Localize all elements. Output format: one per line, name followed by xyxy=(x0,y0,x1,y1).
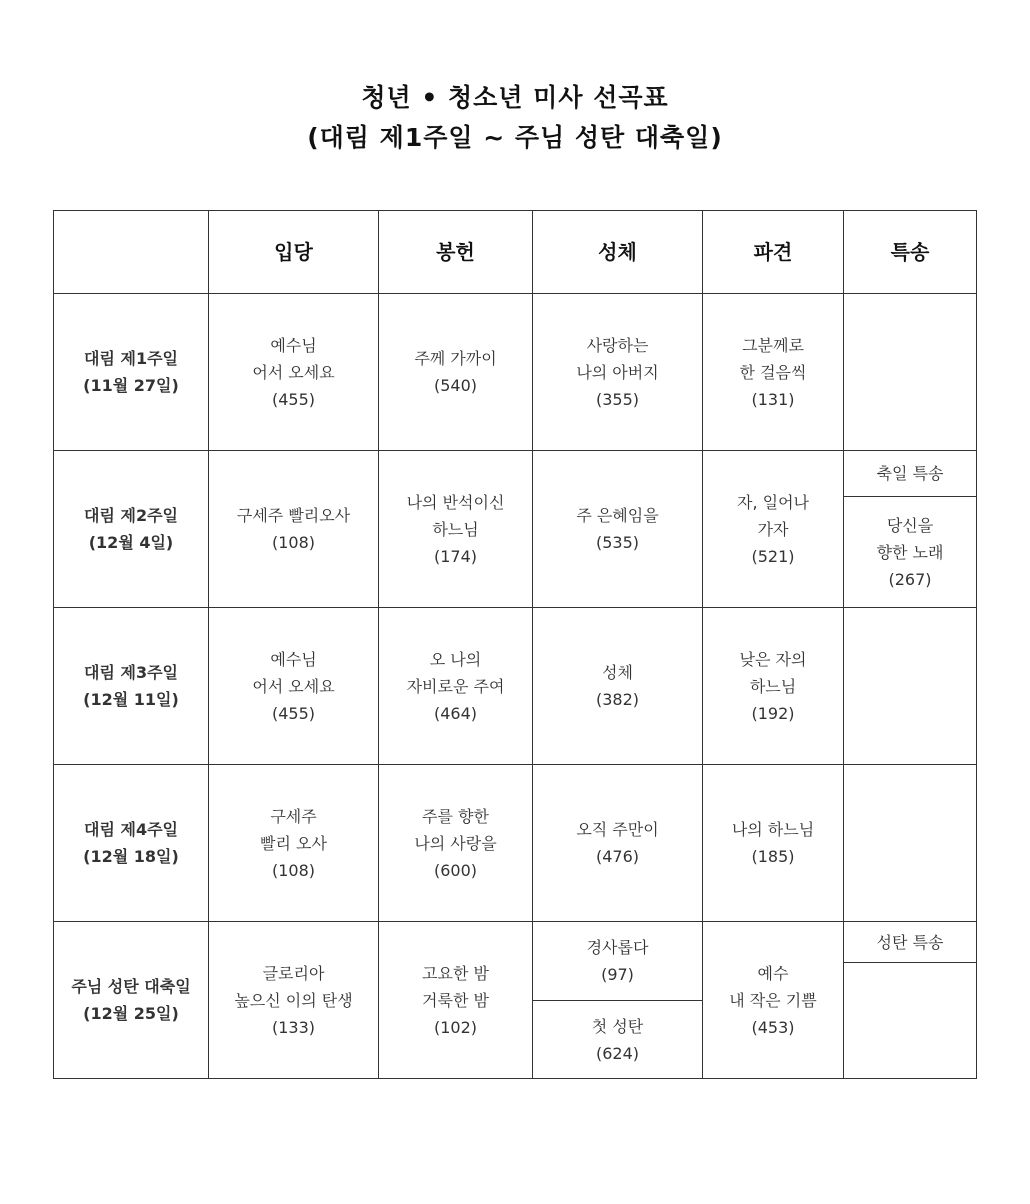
song-number: (464) xyxy=(433,703,478,723)
week-cell xyxy=(54,294,209,451)
song-number: (600) xyxy=(433,860,478,880)
song-title: 첫 성탄 xyxy=(591,1016,644,1036)
song-title: 당신을 xyxy=(886,515,934,535)
communion-stack xyxy=(533,922,702,1078)
song-title: 구세주 빨리오사 xyxy=(236,506,351,525)
offertory-cell xyxy=(379,608,533,765)
song-title: 예수님 xyxy=(270,335,317,355)
communion-song-a xyxy=(533,922,702,1001)
week-name: 주님 성탄 대축일 xyxy=(71,977,191,996)
special-stack xyxy=(844,451,976,607)
special-label: 성탄 특송 xyxy=(876,932,944,952)
special-cell xyxy=(844,451,977,608)
song-title: 성체 xyxy=(602,663,633,682)
header-dismissal: 파견 xyxy=(703,211,844,294)
song-number: (453) xyxy=(751,1017,795,1037)
song-title: 하느님 xyxy=(432,519,479,539)
song-title: 예수님 xyxy=(270,649,317,669)
song-title: 자, 일어나 xyxy=(737,492,809,512)
week-date: (12월 18일) xyxy=(83,847,179,866)
table-row xyxy=(54,294,977,451)
song-title: 나의 반석이신 xyxy=(406,492,505,512)
song-number: (192) xyxy=(751,703,795,723)
song-number: (535) xyxy=(595,533,640,552)
header-offertory: 봉헌 xyxy=(379,211,533,294)
song-number: (108) xyxy=(271,860,316,880)
offertory-cell xyxy=(379,294,533,451)
song-number: (355) xyxy=(595,389,640,409)
song-title: 자비로운 주여 xyxy=(406,676,505,696)
special-cell xyxy=(844,765,977,922)
week-name: 대림 제4주일 xyxy=(84,820,178,839)
header-entrance: 입당 xyxy=(209,211,379,294)
song-number: (521) xyxy=(751,546,795,566)
table-row xyxy=(54,922,977,1079)
communion-cell xyxy=(533,922,703,1079)
week-name: 대림 제3주일 xyxy=(84,663,178,682)
song-title: 낮은 자의 xyxy=(739,649,807,669)
song-number: (455) xyxy=(271,703,316,723)
song-title: 예수 xyxy=(757,963,789,983)
song-title: 높으신 이의 탄생 xyxy=(234,990,353,1010)
week-cell xyxy=(54,451,209,608)
communion-cell xyxy=(533,294,703,451)
song-title: 어서 오세요 xyxy=(252,676,335,696)
page-subtitle: (대림 제1주일 ~ 주님 성탄 대축일) xyxy=(307,123,723,152)
week-date: (11월 27일) xyxy=(83,376,179,395)
header-corner xyxy=(54,211,209,294)
dismissal-cell xyxy=(703,765,844,922)
song-number: (455) xyxy=(271,389,316,409)
song-title: 거룩한 밤 xyxy=(422,990,489,1010)
communion-song-b xyxy=(533,1001,702,1078)
song-title: 한 걸음씩 xyxy=(739,362,807,382)
header-special: 특송 xyxy=(844,211,977,294)
communion-cell xyxy=(533,765,703,922)
special-stack xyxy=(844,922,976,1078)
special-label-cell xyxy=(844,451,976,497)
song-number: (97) xyxy=(601,965,634,984)
song-title: 경사롭다 xyxy=(586,938,649,957)
week-cell xyxy=(54,765,209,922)
entrance-cell xyxy=(209,294,379,451)
song-title: 오직 주만이 xyxy=(576,820,659,839)
song-title: 가자 xyxy=(757,519,789,539)
communion-cell xyxy=(533,608,703,765)
song-number: (102) xyxy=(433,1017,478,1037)
song-title: 고요한 밤 xyxy=(422,963,489,983)
offertory-cell xyxy=(379,451,533,608)
song-number: (382) xyxy=(595,690,640,709)
song-schedule-table xyxy=(53,210,977,1079)
song-title: 나의 하느님 xyxy=(731,820,815,839)
song-number: (174) xyxy=(433,546,478,566)
song-number: (624) xyxy=(595,1043,640,1063)
week-name: 대림 제2주일 xyxy=(84,506,178,525)
special-cell xyxy=(844,608,977,765)
dismissal-cell xyxy=(703,294,844,451)
song-number: (267) xyxy=(888,569,932,589)
song-title: 구세주 xyxy=(270,806,317,826)
song-title: 향한 노래 xyxy=(876,542,944,562)
song-title: 사랑하는 xyxy=(586,335,649,355)
offertory-cell xyxy=(379,765,533,922)
dismissal-cell xyxy=(703,608,844,765)
song-title: 어서 오세요 xyxy=(252,362,335,382)
week-date: (12월 4일) xyxy=(88,533,174,552)
special-empty-cell xyxy=(844,963,976,1078)
song-title: 주 은혜임을 xyxy=(576,506,659,525)
song-title: 나의 아버지 xyxy=(576,362,659,382)
offertory-cell xyxy=(379,922,533,1079)
week-date: (12월 11일) xyxy=(83,690,179,709)
entrance-cell xyxy=(209,765,379,922)
song-number: (540) xyxy=(433,376,478,395)
song-title: 오 나의 xyxy=(429,649,482,669)
special-song-cell xyxy=(844,497,976,607)
song-title: 빨리 오사 xyxy=(260,833,327,853)
table-row xyxy=(54,608,977,765)
entrance-cell xyxy=(209,922,379,1079)
song-number: (131) xyxy=(751,389,795,409)
special-cell xyxy=(844,294,977,451)
song-title: 주를 향한 xyxy=(422,806,489,826)
song-number: (185) xyxy=(751,847,795,866)
dismissal-cell xyxy=(703,922,844,1079)
header-communion: 성체 xyxy=(533,211,703,294)
week-cell xyxy=(54,922,209,1079)
page-title: 청년 • 청소년 미사 선곡표 xyxy=(361,83,669,112)
song-title: 하느님 xyxy=(749,676,797,696)
song-number: (133) xyxy=(271,1017,316,1037)
communion-cell xyxy=(533,451,703,608)
week-date: (12월 25일) xyxy=(83,1004,179,1023)
week-name: 대림 제1주일 xyxy=(84,349,178,368)
special-label-cell xyxy=(844,922,976,963)
week-cell xyxy=(54,608,209,765)
table-row xyxy=(54,451,977,608)
song-title: 글로리아 xyxy=(262,963,325,983)
song-number: (476) xyxy=(595,847,640,866)
song-title: 주께 가까이 xyxy=(414,349,497,368)
entrance-cell xyxy=(209,451,379,608)
table-row xyxy=(54,765,977,922)
song-title: 내 작은 기쁨 xyxy=(729,990,817,1010)
entrance-cell xyxy=(209,608,379,765)
title-block xyxy=(0,78,1030,158)
header-row xyxy=(54,211,977,294)
dismissal-cell xyxy=(703,451,844,608)
special-label: 축일 특송 xyxy=(876,464,944,483)
song-number: (108) xyxy=(271,533,316,552)
song-title: 그분께로 xyxy=(742,335,804,355)
song-title: 나의 사랑을 xyxy=(414,833,497,853)
special-cell xyxy=(844,922,977,1079)
